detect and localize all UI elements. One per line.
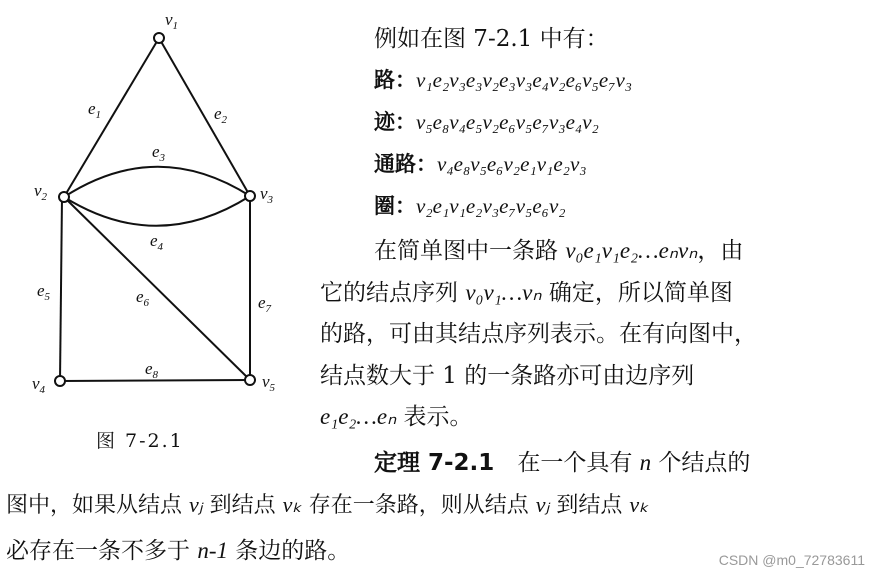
t2-vk-2: vₖ xyxy=(629,492,649,517)
intro-line xyxy=(374,20,609,53)
node-v5 xyxy=(245,375,255,385)
paragraph-line-2 xyxy=(320,274,733,307)
t2-text-b: 到结点 xyxy=(202,493,283,518)
simple-path-line xyxy=(374,148,587,178)
node-label-v2: $v_2$ xyxy=(34,181,48,203)
path-sequence: v₁e₂v₃e₃v₂e₃v₃e₄v₂e₆v₅e₇v₃ xyxy=(416,68,633,92)
simple-path-sequence: v₄e₈v₅e₆v₂e₁v₁e₂v₃ xyxy=(437,152,587,176)
circuit-sequence: v₂e₁v₁e₂v₃e₇v₅e₆v₂ xyxy=(416,194,566,218)
node-label-v5: $v_5$ xyxy=(262,372,276,394)
paragraph-line-3 xyxy=(320,315,757,348)
p5-math: e₁e₂…eₙ xyxy=(320,404,397,429)
p2-math: v₀v₁…vₙ xyxy=(465,280,542,305)
trail-label: 迹： xyxy=(374,110,416,134)
edge-label-e3: $e_3$ xyxy=(152,142,166,164)
edge-e6 xyxy=(64,197,250,380)
t2-text-d: 到结点 xyxy=(549,493,630,518)
node-v2 xyxy=(59,192,69,202)
circuit-label: 圈： xyxy=(374,194,416,218)
thm-n: n xyxy=(639,450,652,475)
edge-e2 xyxy=(159,38,250,196)
p2-text-a: 它的结点序列 xyxy=(320,280,466,306)
edge-e4 xyxy=(64,196,250,226)
t2-text-c: 存在一条路，则从结点 xyxy=(301,493,536,518)
p2-text-c: 确定，所以简单图 xyxy=(541,280,733,306)
path-line xyxy=(374,64,632,94)
t2-vk: vₖ xyxy=(282,492,302,517)
intro-text: 例如在图 7-2.1 中有： xyxy=(374,26,609,52)
node-label-v3: $v_3$ xyxy=(260,184,274,206)
t2-vj-2: vⱼ xyxy=(535,492,550,517)
trail-sequence: v₅e₈v₄e₅v₂e₆v₅e₇v₃e₄v₂ xyxy=(416,110,599,134)
edge-label-e7: $e_7$ xyxy=(258,293,272,315)
p1-text-a: 在简单图中一条路 xyxy=(374,238,566,264)
edge-e3 xyxy=(64,167,250,197)
theorem-line-2 xyxy=(6,488,649,519)
edge-label-e5: $e_5$ xyxy=(37,281,51,303)
theorem-label: 定理 7-2.1 xyxy=(374,450,495,476)
p4-text: 结点数大于 1 的一条路亦可由边序列 xyxy=(320,363,695,389)
t3-text-a: 必存在一条不多于 xyxy=(6,538,198,564)
circuit-line xyxy=(374,190,566,220)
graph-figure xyxy=(0,0,360,420)
edge-e5 xyxy=(60,197,62,381)
theorem-line-1 xyxy=(374,444,750,477)
p1-math: v₀e₁v₁e₂…eₙvₙ xyxy=(565,238,698,263)
t2-vj: vⱼ xyxy=(189,492,203,517)
p1-text-c: ，由 xyxy=(697,238,744,264)
edge-label-e8: $e_8$ xyxy=(145,359,159,381)
t2-text-a: 图中，如果从结点 xyxy=(6,493,189,518)
edge-label-e1: $e_1$ xyxy=(88,99,102,121)
t3-n: n-1 xyxy=(197,538,228,563)
thm-text-b: 个结点的 xyxy=(651,450,751,476)
edge-label-e6: $e_6$ xyxy=(136,287,150,309)
figure-caption: 图 7-2.1 xyxy=(96,430,184,452)
thm-text-a: 在一个具有 xyxy=(494,450,640,476)
theorem-line-3 xyxy=(6,532,350,565)
paragraph-line-4 xyxy=(320,357,694,390)
paragraph-line-1 xyxy=(374,232,743,265)
watermark: CSDN @m0_72783611 xyxy=(718,552,865,568)
node-label-v4: $v_4$ xyxy=(32,374,46,396)
edge-label-e2: $e_2$ xyxy=(214,104,228,126)
node-v1 xyxy=(154,33,164,43)
p3-text: 的路，可由其结点序列表示。在有向图中， xyxy=(320,321,757,347)
trail-line xyxy=(374,106,599,136)
node-v3 xyxy=(245,191,255,201)
simple-path-label: 通路： xyxy=(374,152,437,176)
path-label: 路： xyxy=(374,68,416,92)
paragraph-line-5 xyxy=(320,398,473,431)
node-label-v1: $v_1$ xyxy=(165,10,179,32)
node-v4 xyxy=(55,376,65,386)
t3-text-b: 条边的路。 xyxy=(227,538,351,564)
edge-label-e4: $e_4$ xyxy=(150,231,164,253)
p5-text: 表示。 xyxy=(396,404,473,430)
